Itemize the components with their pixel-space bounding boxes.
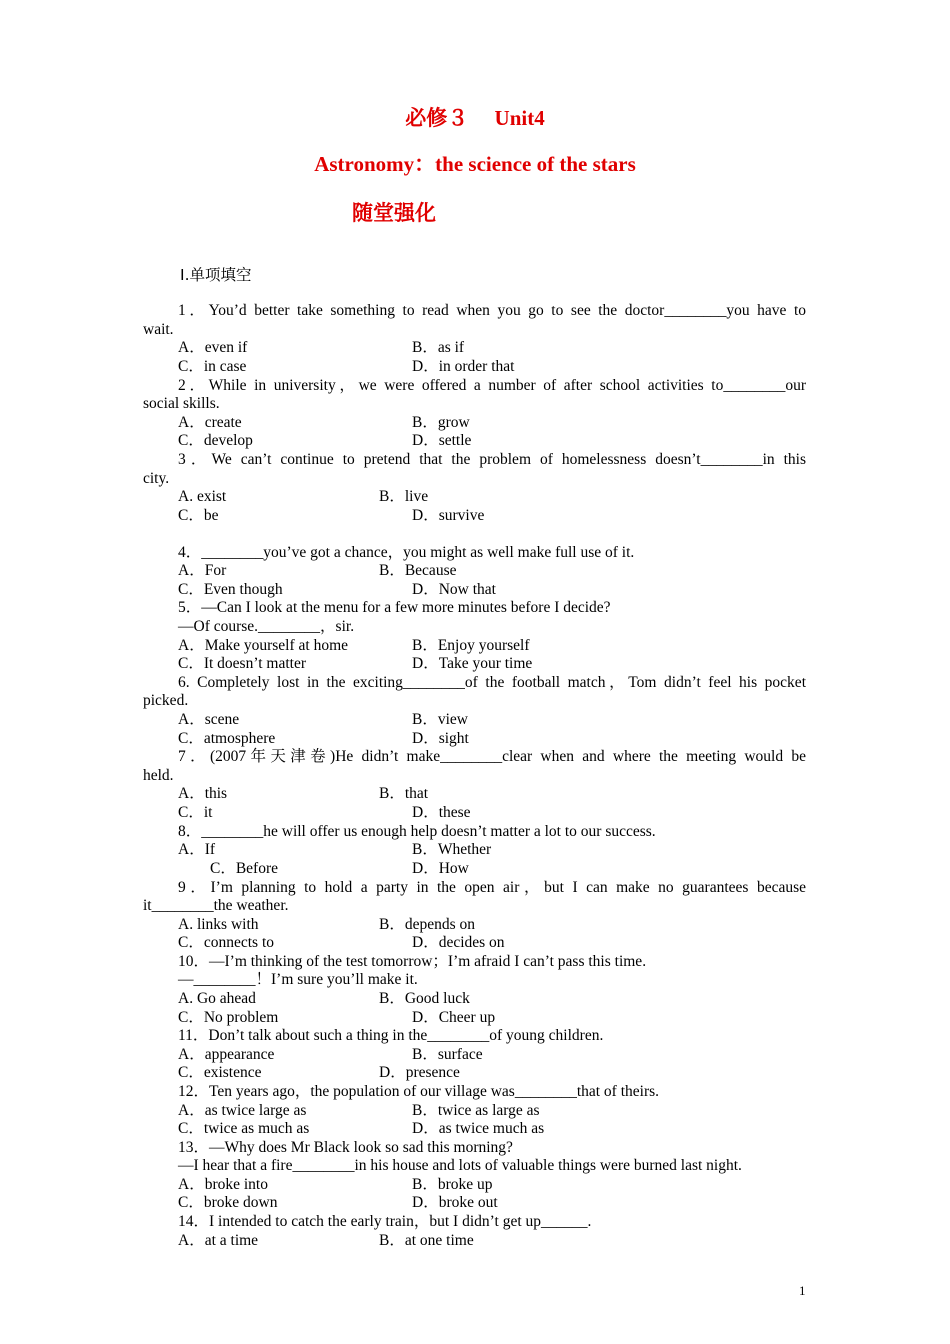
question-12-option-b: B．twice as large as — [412, 1102, 540, 1119]
question-4-option-d: D．Now that — [412, 581, 496, 598]
question-12-option-a: A．as twice large as — [178, 1102, 307, 1119]
question-2-option-d: D．settle — [412, 432, 472, 449]
question-3-option-d: D．survive — [412, 507, 485, 524]
question-13-option-b: B．broke up — [412, 1176, 493, 1193]
question-3-stem: 3．We can’t continue to pretend that the problem of homelessness doesn’t________in this — [178, 451, 806, 468]
question-3-option-b: B．live — [379, 488, 429, 505]
question-2-option-b: B．grow — [412, 414, 470, 431]
question-13-option-c: C．broke down — [178, 1194, 278, 1211]
question-8-option-b: B．Whether — [412, 841, 492, 858]
question-11-option-a: A．appearance — [178, 1046, 275, 1063]
question-7-option-b: B．that — [379, 785, 429, 802]
question-5-option-d: D．Take your time — [412, 655, 533, 672]
question-8-option-d: D．How — [412, 860, 469, 877]
question-5-stem: 5．—Can I look at the menu for a few more minutes before I decide? — [178, 599, 611, 616]
question-6-stem: 6. Completely lost in the exciting________of the football match，Tom didn’t feel his pocket — [178, 674, 806, 691]
page-number: 1 — [799, 1283, 806, 1298]
question-2-option-c: C．develop — [178, 432, 253, 449]
question-9-stem: 9．I’m planning to hold a party in the open air，but I can make no guarantees because — [178, 879, 806, 896]
question-11-option-d: D．presence — [379, 1064, 460, 1081]
question-1-stem-cont: wait. — [143, 321, 174, 338]
question-3-option-c: C．be — [178, 507, 219, 524]
question-5-stem-cont: —Of course.________，sir. — [178, 618, 355, 635]
question-10-stem-cont: —________！I’m sure you’ll make it. — [178, 971, 418, 988]
section-heading: Ⅰ.单项填空 — [180, 266, 252, 284]
question-4-option-a: A．For — [178, 562, 227, 579]
question-7-option-c: C．it — [178, 804, 213, 821]
question-10-option-c: C．No problem — [178, 1009, 279, 1026]
question-9-stem-cont: it________the weather. — [143, 897, 289, 914]
question-1-stem: 1．You’d better take something to read when you go to see the doctor________you have to — [178, 302, 806, 319]
question-1-option-d: D．in order that — [412, 358, 515, 375]
question-6-option-b: B．view — [412, 711, 468, 728]
question-3-stem-cont: city. — [143, 470, 170, 487]
question-7-option-d: D．these — [412, 804, 471, 821]
question-3-option-a: A. exist — [178, 488, 227, 505]
doc-title-line3: 随堂强化 — [352, 201, 436, 225]
question-7-stem: 7．(2007年天津卷)He didn’t make________clear when and where the meeting would be — [178, 748, 806, 765]
question-2-option-a: A．create — [178, 414, 242, 431]
doc-title-line2: Astronomy：the science of the stars — [314, 152, 636, 176]
question-9-option-d: D．decides on — [412, 934, 505, 951]
question-6-option-d: D．sight — [412, 730, 469, 747]
question-10-option-a: A. Go ahead — [178, 990, 256, 1007]
question-8-option-a: A．If — [178, 841, 216, 858]
question-12-option-d: D．as twice much as — [412, 1120, 545, 1137]
question-9-option-a: A. links with — [178, 916, 259, 933]
question-13-stem: 13．—Why does Mr Black look so sad this morning? — [178, 1139, 513, 1156]
question-11-stem: 11．Don’t talk about such a thing in the________of young children. — [178, 1027, 604, 1044]
question-2-stem: 2．While in university，we were offered a number of after school activities to________our — [178, 377, 806, 394]
question-11-option-c: C．existence — [178, 1064, 262, 1081]
question-4-stem: 4．________you’ve got a chance，you might as well make full use of it. — [178, 544, 635, 561]
question-6-stem-cont: picked. — [143, 692, 189, 709]
question-5-option-b: B．Enjoy yourself — [412, 637, 530, 654]
question-1-option-b: B．as if — [412, 339, 465, 356]
question-11-option-b: B．surface — [412, 1046, 483, 1063]
question-7-option-a: A．this — [178, 785, 228, 802]
question-6-option-a: A．scene — [178, 711, 240, 728]
question-8-stem: 8．________he will offer us enough help doesn’t matter a lot to our success. — [178, 823, 656, 840]
question-10-option-d: D．Cheer up — [412, 1009, 496, 1026]
question-8-option-c: C．Before — [210, 860, 279, 877]
question-14-option-a: A．at a time — [178, 1232, 259, 1249]
question-1-option-a: A．even if — [178, 339, 248, 356]
question-7-stem-cont: held. — [143, 767, 174, 784]
question-1-option-c: C．in case — [178, 358, 247, 375]
question-10-option-b: B．Good luck — [379, 990, 470, 1007]
question-4-option-b: B．Because — [379, 562, 457, 579]
question-14-option-b: B．at one time — [379, 1232, 474, 1249]
question-12-option-c: C．twice as much as — [178, 1120, 310, 1137]
question-6-option-c: C．atmosphere — [178, 730, 276, 747]
doc-title-line1: 必修３ Unit4 — [405, 106, 545, 130]
question-13-option-a: A．broke into — [178, 1176, 268, 1193]
question-2-stem-cont: social skills. — [143, 395, 220, 412]
question-10-stem: 10．—I’m thinking of the test tomorrow；I’m afraid I can’t pass this time. — [178, 953, 647, 970]
question-9-option-c: C．connects to — [178, 934, 274, 951]
question-5-option-a: A．Make yourself at home — [178, 637, 349, 654]
question-9-option-b: B．depends on — [379, 916, 476, 933]
question-4-option-c: C．Even though — [178, 581, 283, 598]
question-12-stem: 12．Ten years ago，the population of our village was________that of theirs. — [178, 1083, 660, 1100]
question-13-stem-cont: —I hear that a fire________in his house and lots of valuable things were burned last night. — [178, 1157, 742, 1174]
question-13-option-d: D．broke out — [412, 1194, 498, 1211]
question-14-stem: 14．I intended to catch the early train，but I didn’t get up______. — [178, 1213, 592, 1230]
question-5-option-c: C．It doesn’t matter — [178, 655, 306, 672]
